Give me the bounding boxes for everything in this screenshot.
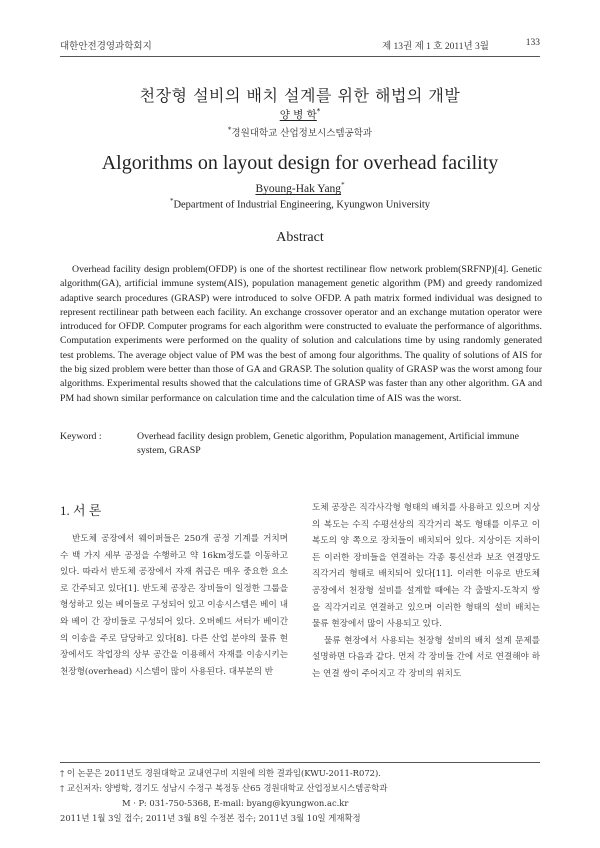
affiliation-english-text: Department of Industrial Engineering, Kyungwon University <box>173 199 431 211</box>
abstract-body <box>60 263 542 406</box>
footnote-divider <box>60 762 540 763</box>
footnote-funding: † 이 논문은 2011년도 경원대학교 교내연구비 지원에 의한 결과임(KWU-2011-R072). <box>60 768 381 778</box>
affil-english-marker: * <box>169 197 174 205</box>
header-divider <box>60 56 540 57</box>
intro-paragraph-2: 물류 현장에서 사용되는 천장형 설비의 배치 설계 문제를 설명하면 다음과 같다. 먼저 각 장비들 간에 서로 연결해야 하는 연결 쌍이 주어지고 각 장비의 위치도 <box>312 635 540 679</box>
running-header <box>60 36 540 54</box>
keywords-list: Overhead facility design problem, Genetic algorithm, Population management, Artificial immune system, GRASP <box>137 431 519 457</box>
author-korean <box>0 107 600 122</box>
issue-info: 제 13권 제 1 호 2011년 3월 <box>382 42 489 52</box>
paper-title-english: Algorithms on layout design for overhead facility <box>101 152 499 174</box>
abstract-heading: Abstract <box>276 230 324 245</box>
author-english-name: Byoung-Hak Yang <box>255 182 342 195</box>
affiliation-english <box>0 197 600 211</box>
footnotes <box>60 766 540 826</box>
footnote-dates: 2011년 1월 3일 접수; 2011년 3월 8일 수정본 접수; 2011년 3월 10일 게재확정 <box>60 813 361 823</box>
affiliation-korean-text: 경원대학교 산업정보시스템공학과 <box>231 128 373 139</box>
affiliation-korean <box>0 125 600 139</box>
right-column <box>312 500 540 683</box>
paper-title-korean: 천장형 설비의 배치 설계를 위한 해법의 개발 <box>139 86 461 105</box>
author-english <box>0 181 600 195</box>
footnote-contact: M · P: 031-750-5368, E-mail: byang@kyungwon.ac.kr <box>122 798 349 808</box>
keywords-label: Keyword : <box>60 431 102 442</box>
keywords <box>60 430 542 459</box>
section-1-title: 1. 서 론 <box>60 503 102 518</box>
left-column <box>60 500 288 680</box>
intro-paragraph-1-continued: 도체 공장은 직각사각형 형태의 배치를 사용하고 있으며 지상의 복도는 수직 수평선상의 직각거리 복도 형태를 이루고 이 복도의 양 쪽으로 장치들이 배치되어 있다. 지상이든 지하이든 이러한 장비들을 연결하는 각종 통신선과 보조 연결망도 직각거리 형태로 배치되어 있다[11]. 이러한 이유로 반도체 공장에서 천장형 설비를 설계할 때에는 각 출발지-도착지 쌍을 직각거리로 연결하고 있으며 이러한 형태의 설비 배치는 물류 현장에서 많이 사용되고 있다. <box>312 503 540 630</box>
intro-paragraph-1: 반도체 공장에서 웨이퍼들은 250개 공정 기계를 거치며 수 백 가지 세부 공정을 수행하고 약 16km정도를 이동하고 있다. 따라서 반도체 공장에서 자재 취급은 매우 중요한 요소로 간주되고 있다[1]. 반도체 공장은 장비들이 일정한 그룹을 형성하고 있는 베이들로 구성되어 있고 이송시스템은 베이 내와 베이 간 장비들로 구성되어 있다. 오버헤드 셔터가 베이간의 이송을 주로 담당하고 있다[8]. 다른 산업 분야의 물류 현장에서도 작업장의 상부 공간을 이용해서 자재를 이송시키는 천장형(overhead) 시스템이 많이 사용된다. 대부분의 반 <box>60 534 288 677</box>
journal-name: 대한안전경영과학회지 <box>60 42 152 52</box>
author-korean-name: 양 병 학 <box>279 109 317 121</box>
page-number: 133 <box>525 38 540 48</box>
affil-korean-marker: * <box>227 125 232 134</box>
abstract-paragraph: Overhead facility design problem(OFDP) is one of the shortest rectilinear flow network problem(SRFNP)[4]. Genetic algorithm(GA), artificial immune system(AIS), population management genetic algorithm (PM) and greedy randomized adaptive search procedures (GRASP) were introduced to solve OFDP. A path matrix formed individual was designed to represent rectilinear path between each facility. An exchange crossover operator and an exchange mutation operator were introduced for OFDP. Computer programs for each algorithm were constructed to evaluate the performance of algorithms. Computation experiments were performed on the quality of solution and calculations time by using randomly generated test problems. The average object value of PM was the best of among four algorithms. The quality of solutions of AIS for the big sized problem were better than those of GA and GRASP. The solution quality of GRASP was the worst among four algorithms. Experimental results showed that the calculations time of GRASP was faster than any other algorithm. GA and PM had shown similar performance on calculation time and the calculation time of AIS was the worst. <box>60 264 542 404</box>
author-english-marker: * <box>341 181 345 189</box>
footnote-corresponding-author: † 교신저자: 양병학, 경기도 성남시 수정구 복정동 산65 경원대학교 산업정보시스템공학과 <box>60 783 388 793</box>
author-korean-marker: * <box>316 107 321 116</box>
